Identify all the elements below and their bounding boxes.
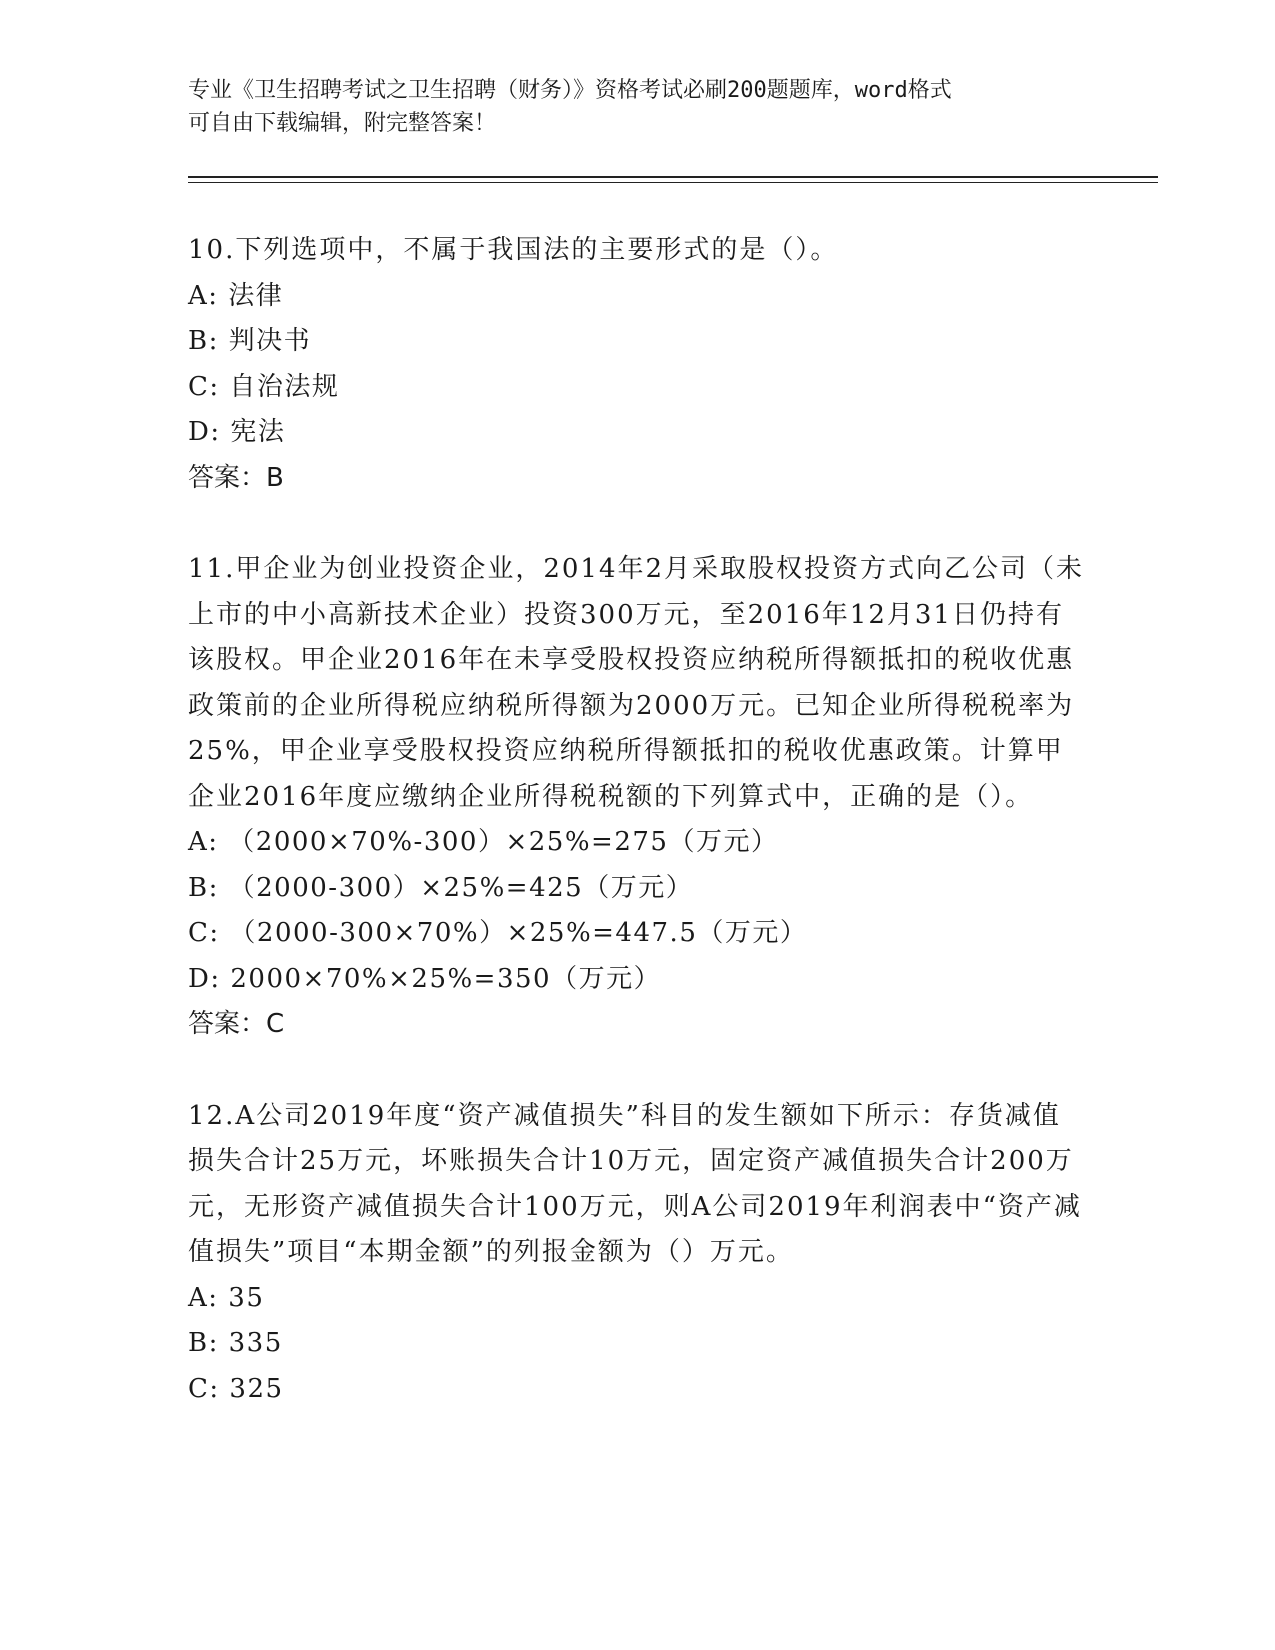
question-12: [188, 1094, 1088, 1413]
option-a: A: （2000×70%-300）×25%=275（万元）: [188, 827, 779, 857]
document-header: [188, 74, 1088, 140]
option-b: B: 335: [188, 1328, 283, 1358]
header-title-line-2: 可自由下载编辑，附完整答案！: [188, 111, 497, 136]
answer-line: 答案：C: [188, 1009, 285, 1039]
header-title-line-1: 专业《卫生招聘考试之卫生招聘（财务）》资格考试必刷200题题库，word格式: [188, 78, 952, 103]
option-a: A: 法律: [188, 280, 284, 311]
option-c: C: 自治法规: [188, 371, 340, 402]
question-list: [188, 228, 1088, 1458]
question-stem: 12.A公司2019年度“资产减值损失”科目的发生额如下所示：存货减值损失合计25万元，坏账损失合计10万元，固定资产减值损失合计200万元，无形资产减值损失合计100万元，则A公司2019年利润表中“资产减值损失”项目“本期金额”的列报金额为（）万元。: [188, 1100, 1082, 1267]
option-b: B: （2000-300）×25%=425（万元）: [188, 872, 694, 903]
header-divider-thick: [188, 176, 1158, 178]
question-stem: 11.甲企业为创业投资企业，2014年2月采取股权投资方式向乙公司（未上市的中小高新技术企业）投资300万元，至2016年12月31日仍持有该股权。甲企业2016年在未享受股权投资应纳税所得额抵扣的税收优惠政策前的企业所得税应纳税所得额为2000万元。已知企业所得税税率为25%，甲企业享受股权投资应纳税所得额抵扣的税收优惠政策。计算甲企业2016年度应缴纳企业所得税税额的下列算式中，正确的是（）。: [188, 554, 1085, 812]
option-d: D: 宪法: [188, 417, 286, 447]
option-d: D: 2000×70%×25%=350（万元）: [188, 963, 662, 994]
option-b: B: 判决书: [188, 326, 312, 356]
option-c: C: （2000-300×70%）×25%=447.5（万元）: [188, 918, 808, 948]
question-stem: 10.下列选项中，不属于我国法的主要形式的是（）。: [188, 235, 839, 265]
option-c: C: 325: [188, 1373, 284, 1404]
answer-line: 答案：B: [188, 462, 284, 493]
header-divider-thin: [188, 182, 1158, 183]
option-a: A: 35: [188, 1282, 265, 1313]
question-11: [188, 547, 1088, 1048]
question-10: [188, 228, 1088, 501]
